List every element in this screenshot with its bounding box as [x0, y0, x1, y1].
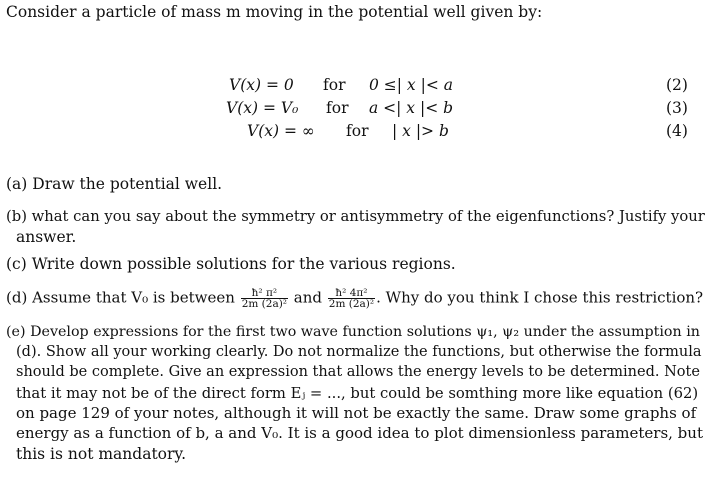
fraction-lower-bound: [241, 288, 288, 309]
equation-3-condition: a <| x |< b: [369, 99, 454, 117]
part-b-line1: (b) what can you say about the symmetry or antisymmetry of the eigenfunctions? Justify your: [6, 208, 705, 225]
part-e-line3: should be complete. Give an expression that allows the energy levels to be determined. Note: [16, 364, 700, 380]
fraction-upper-denominator: 2m (2a)²: [328, 298, 375, 310]
part-d-prefix: (d) Assume that V₀ is between: [6, 288, 235, 307]
equation-3-number: (3): [666, 99, 688, 117]
part-a: (a) Draw the potential well.: [6, 175, 223, 193]
part-e-line7: this is not mandatory.: [16, 445, 187, 463]
fraction-upper-numerator: ħ² 4π²: [328, 288, 375, 299]
fraction-lower-numerator: ħ² π²: [241, 288, 288, 299]
equation-4-lhs: V(x) = ∞: [247, 122, 315, 140]
equation-2-for: for: [323, 76, 346, 94]
equation-3-for: for: [326, 99, 349, 117]
fraction-upper-bound: [328, 288, 375, 309]
fraction-lower-denominator: 2m (2a)²: [241, 298, 288, 310]
part-d-and: and: [293, 288, 323, 307]
intro-text: Consider a particle of mass m moving in the potential well given by:: [6, 3, 543, 21]
part-d-suffix: . Why do you think I chose this restriction?: [376, 288, 704, 307]
part-d: [6, 288, 703, 309]
equation-4: [0, 121, 711, 141]
part-e-line6: energy as a function of b, a and V₀. It is a good idea to plot dimensionless parameters, but: [16, 424, 703, 442]
equation-2: [0, 75, 711, 95]
part-e-line2: (d). Show all your working clearly. Do not normalize the functions, but otherwise the formula: [16, 344, 702, 360]
part-e-line4: that it may not be of the direct form Eⱼ = ..., but could be somthing more like equation (62): [16, 385, 699, 402]
part-c: (c) Write down possible solutions for the various regions.: [6, 255, 456, 273]
equation-2-lhs: V(x) = 0: [229, 76, 294, 94]
equation-4-condition: | x |> b: [392, 122, 449, 140]
equation-2-condition: 0 ≤| x |< a: [369, 76, 453, 94]
part-e-line5: on page 129 of your notes, although it will not be exactly the same. Draw some graphs of: [16, 404, 697, 422]
equation-4-number: (4): [666, 122, 688, 140]
equation-2-number: (2): [666, 76, 688, 94]
equation-4-for: for: [346, 122, 369, 140]
equation-3-lhs: V(x) = V₀: [226, 99, 299, 117]
part-e-line1: (e) Develop expressions for the first two wave function solutions ψ₁, ψ₂ under the assumption in: [6, 324, 700, 340]
part-b-line2: answer.: [16, 228, 77, 246]
equation-3: [0, 98, 711, 118]
